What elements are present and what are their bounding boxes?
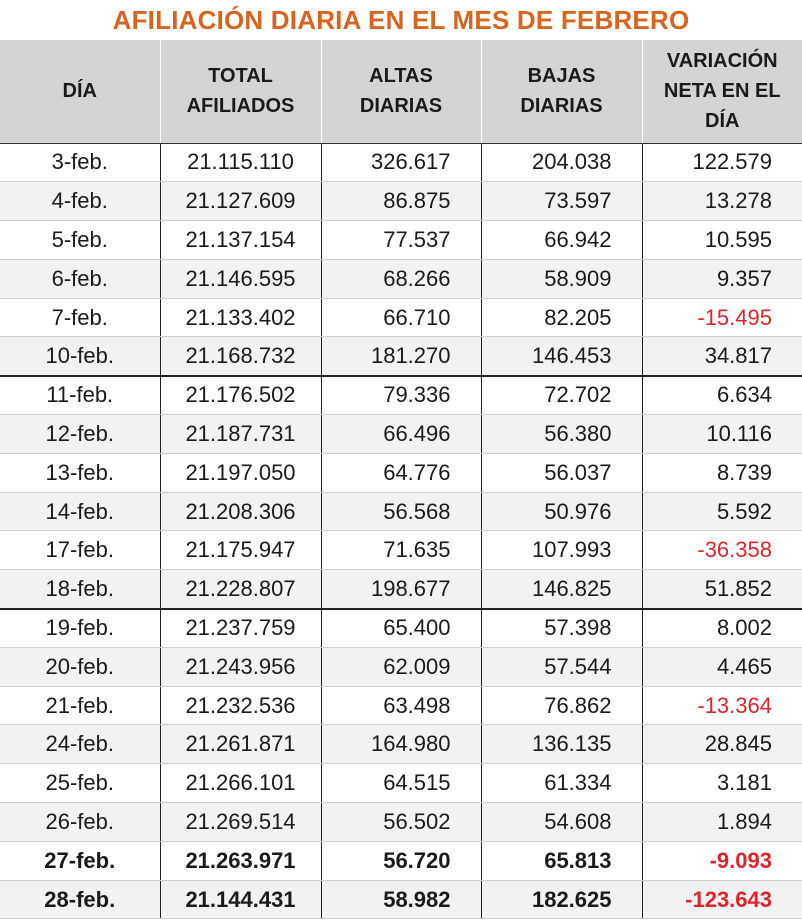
- cell-dia: 21-feb.: [0, 686, 160, 725]
- table-row: [0, 764, 802, 803]
- cell-variacion-neta: 6.634: [642, 376, 802, 415]
- cell-variacion-neta: 5.592: [642, 492, 802, 531]
- cell-dia: 10-feb.: [0, 337, 160, 376]
- table-row: [0, 376, 802, 415]
- cell-total-afiliados: 21.175.947: [160, 531, 321, 570]
- header-var-line3: DÍA: [705, 110, 740, 133]
- table-row: [0, 570, 802, 609]
- cell-total-afiliados: 21.115.110: [160, 143, 321, 182]
- cell-bajas-diarias: 204.038: [481, 143, 642, 182]
- cell-altas-diarias: 326.617: [321, 143, 481, 182]
- cell-bajas-diarias: 54.608: [481, 803, 642, 842]
- header-var-line2: NETA EN EL: [663, 80, 781, 103]
- cell-altas-diarias: 64.515: [321, 764, 481, 803]
- cell-dia: 7-feb.: [0, 298, 160, 337]
- table-row: [0, 143, 802, 182]
- header-altas-line2: DIARIAS: [359, 95, 443, 118]
- cell-total-afiliados: 21.228.807: [160, 570, 321, 609]
- header-total-afiliados: [160, 40, 321, 143]
- cell-altas-diarias: 164.980: [321, 725, 481, 764]
- cell-dia: 13-feb.: [0, 453, 160, 492]
- cell-dia: 12-feb.: [0, 415, 160, 454]
- cell-dia: 14-feb.: [0, 492, 160, 531]
- cell-bajas-diarias: 82.205: [481, 298, 642, 337]
- table-row: [0, 609, 802, 648]
- cell-altas-diarias: 68.266: [321, 259, 481, 298]
- cell-total-afiliados: 21.237.759: [160, 609, 321, 648]
- cell-bajas-diarias: 146.453: [481, 337, 642, 376]
- cell-bajas-diarias: 73.597: [481, 182, 642, 221]
- cell-total-afiliados: 21.187.731: [160, 415, 321, 454]
- cell-bajas-diarias: 57.398: [481, 609, 642, 648]
- table-row: [0, 492, 802, 531]
- cell-bajas-diarias: 57.544: [481, 647, 642, 686]
- cell-total-afiliados: 21.243.956: [160, 647, 321, 686]
- cell-total-afiliados: 21.232.536: [160, 686, 321, 725]
- cell-bajas-diarias: 58.909: [481, 259, 642, 298]
- cell-altas-diarias: 77.537: [321, 221, 481, 260]
- cell-total-afiliados: 21.144.431: [160, 880, 321, 919]
- table-row: [0, 221, 802, 260]
- cell-dia: 18-feb.: [0, 570, 160, 609]
- cell-bajas-diarias: 66.942: [481, 221, 642, 260]
- cell-variacion-neta: 122.579: [642, 143, 802, 182]
- table-row: [0, 880, 802, 919]
- cell-bajas-diarias: 76.862: [481, 686, 642, 725]
- cell-bajas-diarias: 107.993: [481, 531, 642, 570]
- cell-dia: 27-feb.: [0, 841, 160, 880]
- cell-dia: 28-feb.: [0, 880, 160, 919]
- cell-dia: 4-feb.: [0, 182, 160, 221]
- cell-total-afiliados: 21.197.050: [160, 453, 321, 492]
- affiliation-table: [0, 40, 802, 919]
- cell-dia: 5-feb.: [0, 221, 160, 260]
- cell-bajas-diarias: 50.976: [481, 492, 642, 531]
- cell-altas-diarias: 198.677: [321, 570, 481, 609]
- header-bajas-line2: DIARIAS: [520, 95, 603, 118]
- cell-altas-diarias: 65.400: [321, 609, 481, 648]
- cell-bajas-diarias: 182.625: [481, 880, 642, 919]
- cell-altas-diarias: 56.568: [321, 492, 481, 531]
- cell-variacion-neta: 51.852: [642, 570, 802, 609]
- table-body: [0, 143, 802, 919]
- cell-dia: 3-feb.: [0, 143, 160, 182]
- cell-altas-diarias: 56.502: [321, 803, 481, 842]
- cell-altas-diarias: 79.336: [321, 376, 481, 415]
- cell-total-afiliados: 21.263.971: [160, 841, 321, 880]
- cell-variacion-neta: 3.181: [642, 764, 802, 803]
- header-variacion-neta: [642, 40, 802, 143]
- cell-dia: 19-feb.: [0, 609, 160, 648]
- cell-altas-diarias: 58.982: [321, 880, 481, 919]
- cell-altas-diarias: 181.270: [321, 337, 481, 376]
- cell-bajas-diarias: 56.037: [481, 453, 642, 492]
- cell-total-afiliados: 21.133.402: [160, 298, 321, 337]
- cell-variacion-neta: 8.739: [642, 453, 802, 492]
- page-title: AFILIACIÓN DIARIA EN EL MES DE FEBRERO: [112, 5, 690, 35]
- table-header: [0, 40, 802, 143]
- cell-dia: 24-feb.: [0, 725, 160, 764]
- header-dia-label: DÍA: [62, 80, 97, 103]
- header-altas-diarias: [321, 40, 481, 143]
- cell-total-afiliados: 21.266.101: [160, 764, 321, 803]
- cell-variacion-neta: 4.465: [642, 647, 802, 686]
- cell-altas-diarias: 63.498: [321, 686, 481, 725]
- cell-total-afiliados: 21.137.154: [160, 221, 321, 260]
- cell-bajas-diarias: 146.825: [481, 570, 642, 609]
- cell-variacion-neta: 1.894: [642, 803, 802, 842]
- cell-altas-diarias: 86.875: [321, 182, 481, 221]
- cell-total-afiliados: 21.176.502: [160, 376, 321, 415]
- header-var-line1: VARIACIÓN: [666, 50, 778, 73]
- cell-bajas-diarias: 72.702: [481, 376, 642, 415]
- cell-dia: 17-feb.: [0, 531, 160, 570]
- cell-variacion-neta: 9.357: [642, 259, 802, 298]
- cell-variacion-neta: 8.002: [642, 609, 802, 648]
- header-total-line1: TOTAL: [208, 65, 273, 88]
- table-row: [0, 531, 802, 570]
- cell-altas-diarias: 62.009: [321, 647, 481, 686]
- table-row: [0, 453, 802, 492]
- cell-bajas-diarias: 61.334: [481, 764, 642, 803]
- cell-bajas-diarias: 56.380: [481, 415, 642, 454]
- cell-altas-diarias: 56.720: [321, 841, 481, 880]
- cell-variacion-neta: -123.643: [642, 880, 802, 919]
- table-row: [0, 647, 802, 686]
- cell-variacion-neta: -13.364: [642, 686, 802, 725]
- header-altas-line1: ALTAS: [369, 65, 433, 88]
- table-row: [0, 259, 802, 298]
- table-row: [0, 686, 802, 725]
- cell-total-afiliados: 21.269.514: [160, 803, 321, 842]
- cell-altas-diarias: 66.710: [321, 298, 481, 337]
- table-row: [0, 182, 802, 221]
- cell-variacion-neta: 13.278: [642, 182, 802, 221]
- cell-altas-diarias: 64.776: [321, 453, 481, 492]
- table-row: [0, 803, 802, 842]
- cell-variacion-neta: -36.358: [642, 531, 802, 570]
- table-row: [0, 337, 802, 376]
- header-total-line2: AFILIADOS: [186, 95, 295, 118]
- table-row: [0, 725, 802, 764]
- header-row: [0, 40, 802, 143]
- header-dia: [0, 40, 160, 143]
- table-row: [0, 415, 802, 454]
- cell-total-afiliados: 21.168.732: [160, 337, 321, 376]
- cell-variacion-neta: 28.845: [642, 725, 802, 764]
- cell-altas-diarias: 66.496: [321, 415, 481, 454]
- cell-variacion-neta: 10.116: [642, 415, 802, 454]
- cell-dia: 6-feb.: [0, 259, 160, 298]
- cell-altas-diarias: 71.635: [321, 531, 481, 570]
- header-bajas-line1: BAJAS: [527, 65, 596, 88]
- cell-total-afiliados: 21.146.595: [160, 259, 321, 298]
- cell-variacion-neta: 34.817: [642, 337, 802, 376]
- cell-dia: 26-feb.: [0, 803, 160, 842]
- cell-variacion-neta: 10.595: [642, 221, 802, 260]
- table-row: [0, 298, 802, 337]
- cell-dia: 25-feb.: [0, 764, 160, 803]
- cell-variacion-neta: -15.495: [642, 298, 802, 337]
- cell-total-afiliados: 21.261.871: [160, 725, 321, 764]
- cell-dia: 20-feb.: [0, 647, 160, 686]
- cell-variacion-neta: -9.093: [642, 841, 802, 880]
- cell-total-afiliados: 21.208.306: [160, 492, 321, 531]
- cell-bajas-diarias: 65.813: [481, 841, 642, 880]
- cell-bajas-diarias: 136.135: [481, 725, 642, 764]
- table-row: [0, 841, 802, 880]
- cell-dia: 11-feb.: [0, 376, 160, 415]
- header-bajas-diarias: [481, 40, 642, 143]
- cell-total-afiliados: 21.127.609: [160, 182, 321, 221]
